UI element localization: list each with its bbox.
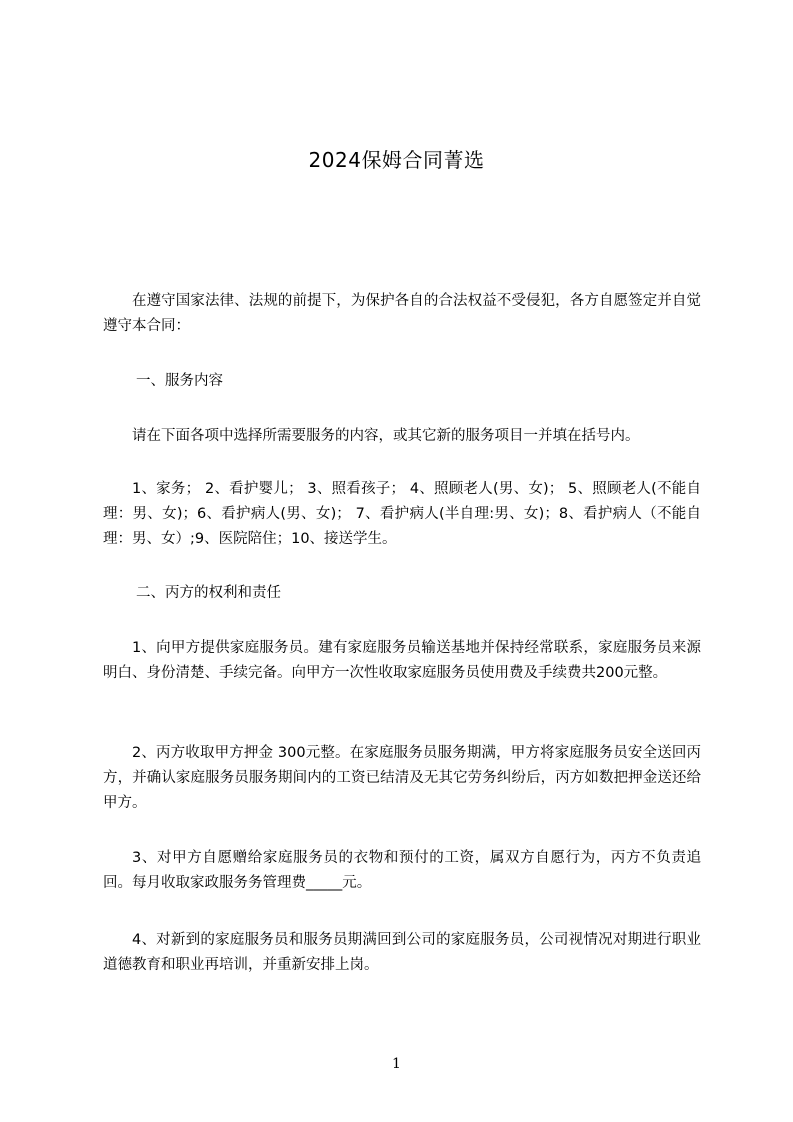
page-number: 1 — [392, 1056, 401, 1072]
service-instruction-paragraph: 请在下面各项中选择所需要服务的内容，或其它新的服务项目一并填在括号内。 — [132, 428, 640, 444]
service-options-paragraph: 1、家务； 2、看护婴儿； 3、照看孩子； 4、照顾老人(男、女)； 5、照顾老人(不能自理：男、女)；6、看护病人(男、女)； 7、看护病人(半自理:男、女)；8、看护病人（不能自理：男、女）;9、医院陪住；10、接送学生。 — [103, 481, 701, 547]
section-heading-service-content: 一、服务内容 — [136, 373, 223, 389]
document-title: 2024保姆合同菁选 — [308, 148, 485, 172]
clause-3-paragraph: 3、对甲方自愿赠给家庭服务员的衣物和预付的工资，属双方自愿行为，丙方不负责追回。每月收取家政服务务管理费_____元。 — [103, 850, 701, 891]
intro-paragraph: 在遵守国家法律、法规的前提下，为保护各自的合法权益不受侵犯，各方自愿签定并自觉遵守本合同： — [103, 293, 701, 334]
clause-4-paragraph: 4、对新到的家庭服务员和服务员期满回到公司的家庭服务员，公司视情况对期进行职业道德教育和职业再培训，并重新安排上岗。 — [103, 932, 701, 973]
section-heading-rights-responsibilities: 二、丙方的权利和责任 — [136, 585, 281, 601]
clause-1-paragraph: 1、向甲方提供家庭服务员。建有家庭服务员输送基地并保持经常联系，家庭服务员来源明白、身份清楚、手续完备。向甲方一次性收取家庭服务员使用费及手续费共200元整。 — [103, 640, 701, 681]
clause-2-paragraph: 2、丙方收取甲方押金 300元整。在家庭服务员服务期满，甲方将家庭服务员安全送回丙方，并确认家庭服务员服务期间内的工资已结清及无其它劳务纠纷后，丙方如数把押金送还给甲方。 — [103, 745, 701, 811]
